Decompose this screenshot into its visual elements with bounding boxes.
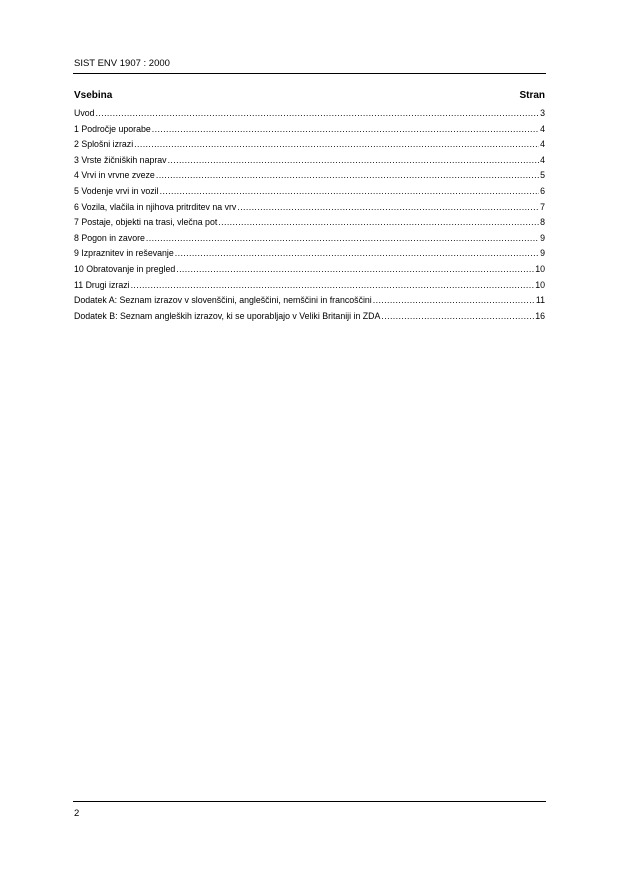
toc-entry-title: 3 Vrste žičniških naprav: [74, 154, 167, 165]
toc-entry-page: 4: [540, 139, 545, 150]
toc-leader-dots: [373, 293, 535, 309]
toc-entry-page: 16: [535, 310, 545, 321]
toc-entry-10[interactable]: [74, 262, 545, 278]
toc-entry-annex-a[interactable]: [74, 293, 545, 309]
toc-entry-page: 3: [540, 108, 545, 118]
toc-entry-uvod[interactable]: [74, 106, 545, 122]
toc-entry-page: 9: [540, 248, 545, 259]
toc-heading-row: [74, 89, 545, 102]
toc-leader-dots: [381, 309, 534, 325]
toc-entry-page: 7: [540, 201, 545, 212]
toc-entry-title: 6 Vozila, vlačila in njihova pritrditev na vrv: [74, 201, 237, 212]
toc-page-column-label: Stran: [519, 90, 545, 101]
toc-entry-title: 2 Splošni izrazi: [74, 139, 134, 150]
toc-entry-title: 1 Področje uporabe: [74, 123, 151, 134]
toc-entry-3[interactable]: [74, 153, 545, 169]
toc-entry-title: Dodatek A: Seznam izrazov v slovenščini, angleščini, nemščini in francoščini: [74, 295, 372, 306]
toc-entry-page: 8: [540, 217, 545, 228]
document-id-header: SIST ENV 1907 : 2000: [74, 58, 170, 69]
toc-entry-title: 11 Drugi izrazi: [74, 279, 130, 290]
toc-leader-dots: [175, 246, 539, 262]
toc-entry-9[interactable]: [74, 246, 545, 262]
toc-leader-dots: [131, 278, 535, 294]
toc-entry-title: 7 Postaje, objekti na trasi, vlečna pot: [74, 217, 218, 228]
toc-entry-title: 10 Obratovanje in pregled: [74, 263, 176, 274]
footer-divider: [73, 801, 546, 802]
toc-entry-4[interactable]: [74, 168, 545, 184]
footer-page-number: 2: [74, 808, 80, 819]
toc-leader-dots: [168, 153, 540, 169]
toc-entry-title: 8 Pogon in zavore: [74, 232, 145, 243]
toc-entry-page: 4: [540, 123, 545, 134]
toc-entry-page: 10: [535, 279, 545, 290]
toc-leader-dots: [96, 106, 540, 122]
toc-leader-dots: [160, 184, 540, 200]
header-divider: [73, 73, 546, 74]
toc-leader-dots: [176, 262, 534, 278]
toc-entry-page: 11: [535, 295, 545, 306]
toc-entry-page: 10: [535, 263, 545, 274]
toc-entry-page: 6: [540, 185, 545, 196]
toc-entry-title: Uvod: [74, 108, 95, 118]
table-of-contents: [74, 106, 545, 324]
toc-entry-title: 5 Vodenje vrvi in vozil: [74, 185, 159, 196]
toc-entry-page: 5: [540, 170, 545, 181]
toc-entry-title: Dodatek B: Seznam angleških izrazov, ki se uporabljajo v Veliki Britaniji in ZDA: [74, 310, 381, 321]
toc-entry-8[interactable]: [74, 231, 545, 247]
toc-entry-title: 9 Izpraznitev in reševanje: [74, 248, 174, 259]
toc-leader-dots: [237, 200, 539, 216]
toc-leader-dots: [146, 231, 539, 247]
toc-entry-title: 4 Vrvi in vrvne zveze: [74, 170, 155, 181]
toc-heading: Vsebina: [74, 90, 113, 101]
toc-entry-2[interactable]: [74, 137, 545, 153]
toc-entry-page: 4: [540, 154, 545, 165]
toc-entry-1[interactable]: [74, 122, 545, 138]
toc-leader-dots: [152, 122, 539, 138]
toc-entry-7[interactable]: [74, 215, 545, 231]
toc-entry-11[interactable]: [74, 278, 545, 294]
toc-entry-6[interactable]: [74, 200, 545, 216]
toc-entry-5[interactable]: [74, 184, 545, 200]
toc-entry-annex-b[interactable]: [74, 309, 545, 325]
toc-leader-dots: [218, 215, 539, 231]
toc-entry-page: 9: [540, 232, 545, 243]
toc-leader-dots: [156, 168, 539, 184]
toc-leader-dots: [134, 137, 539, 153]
